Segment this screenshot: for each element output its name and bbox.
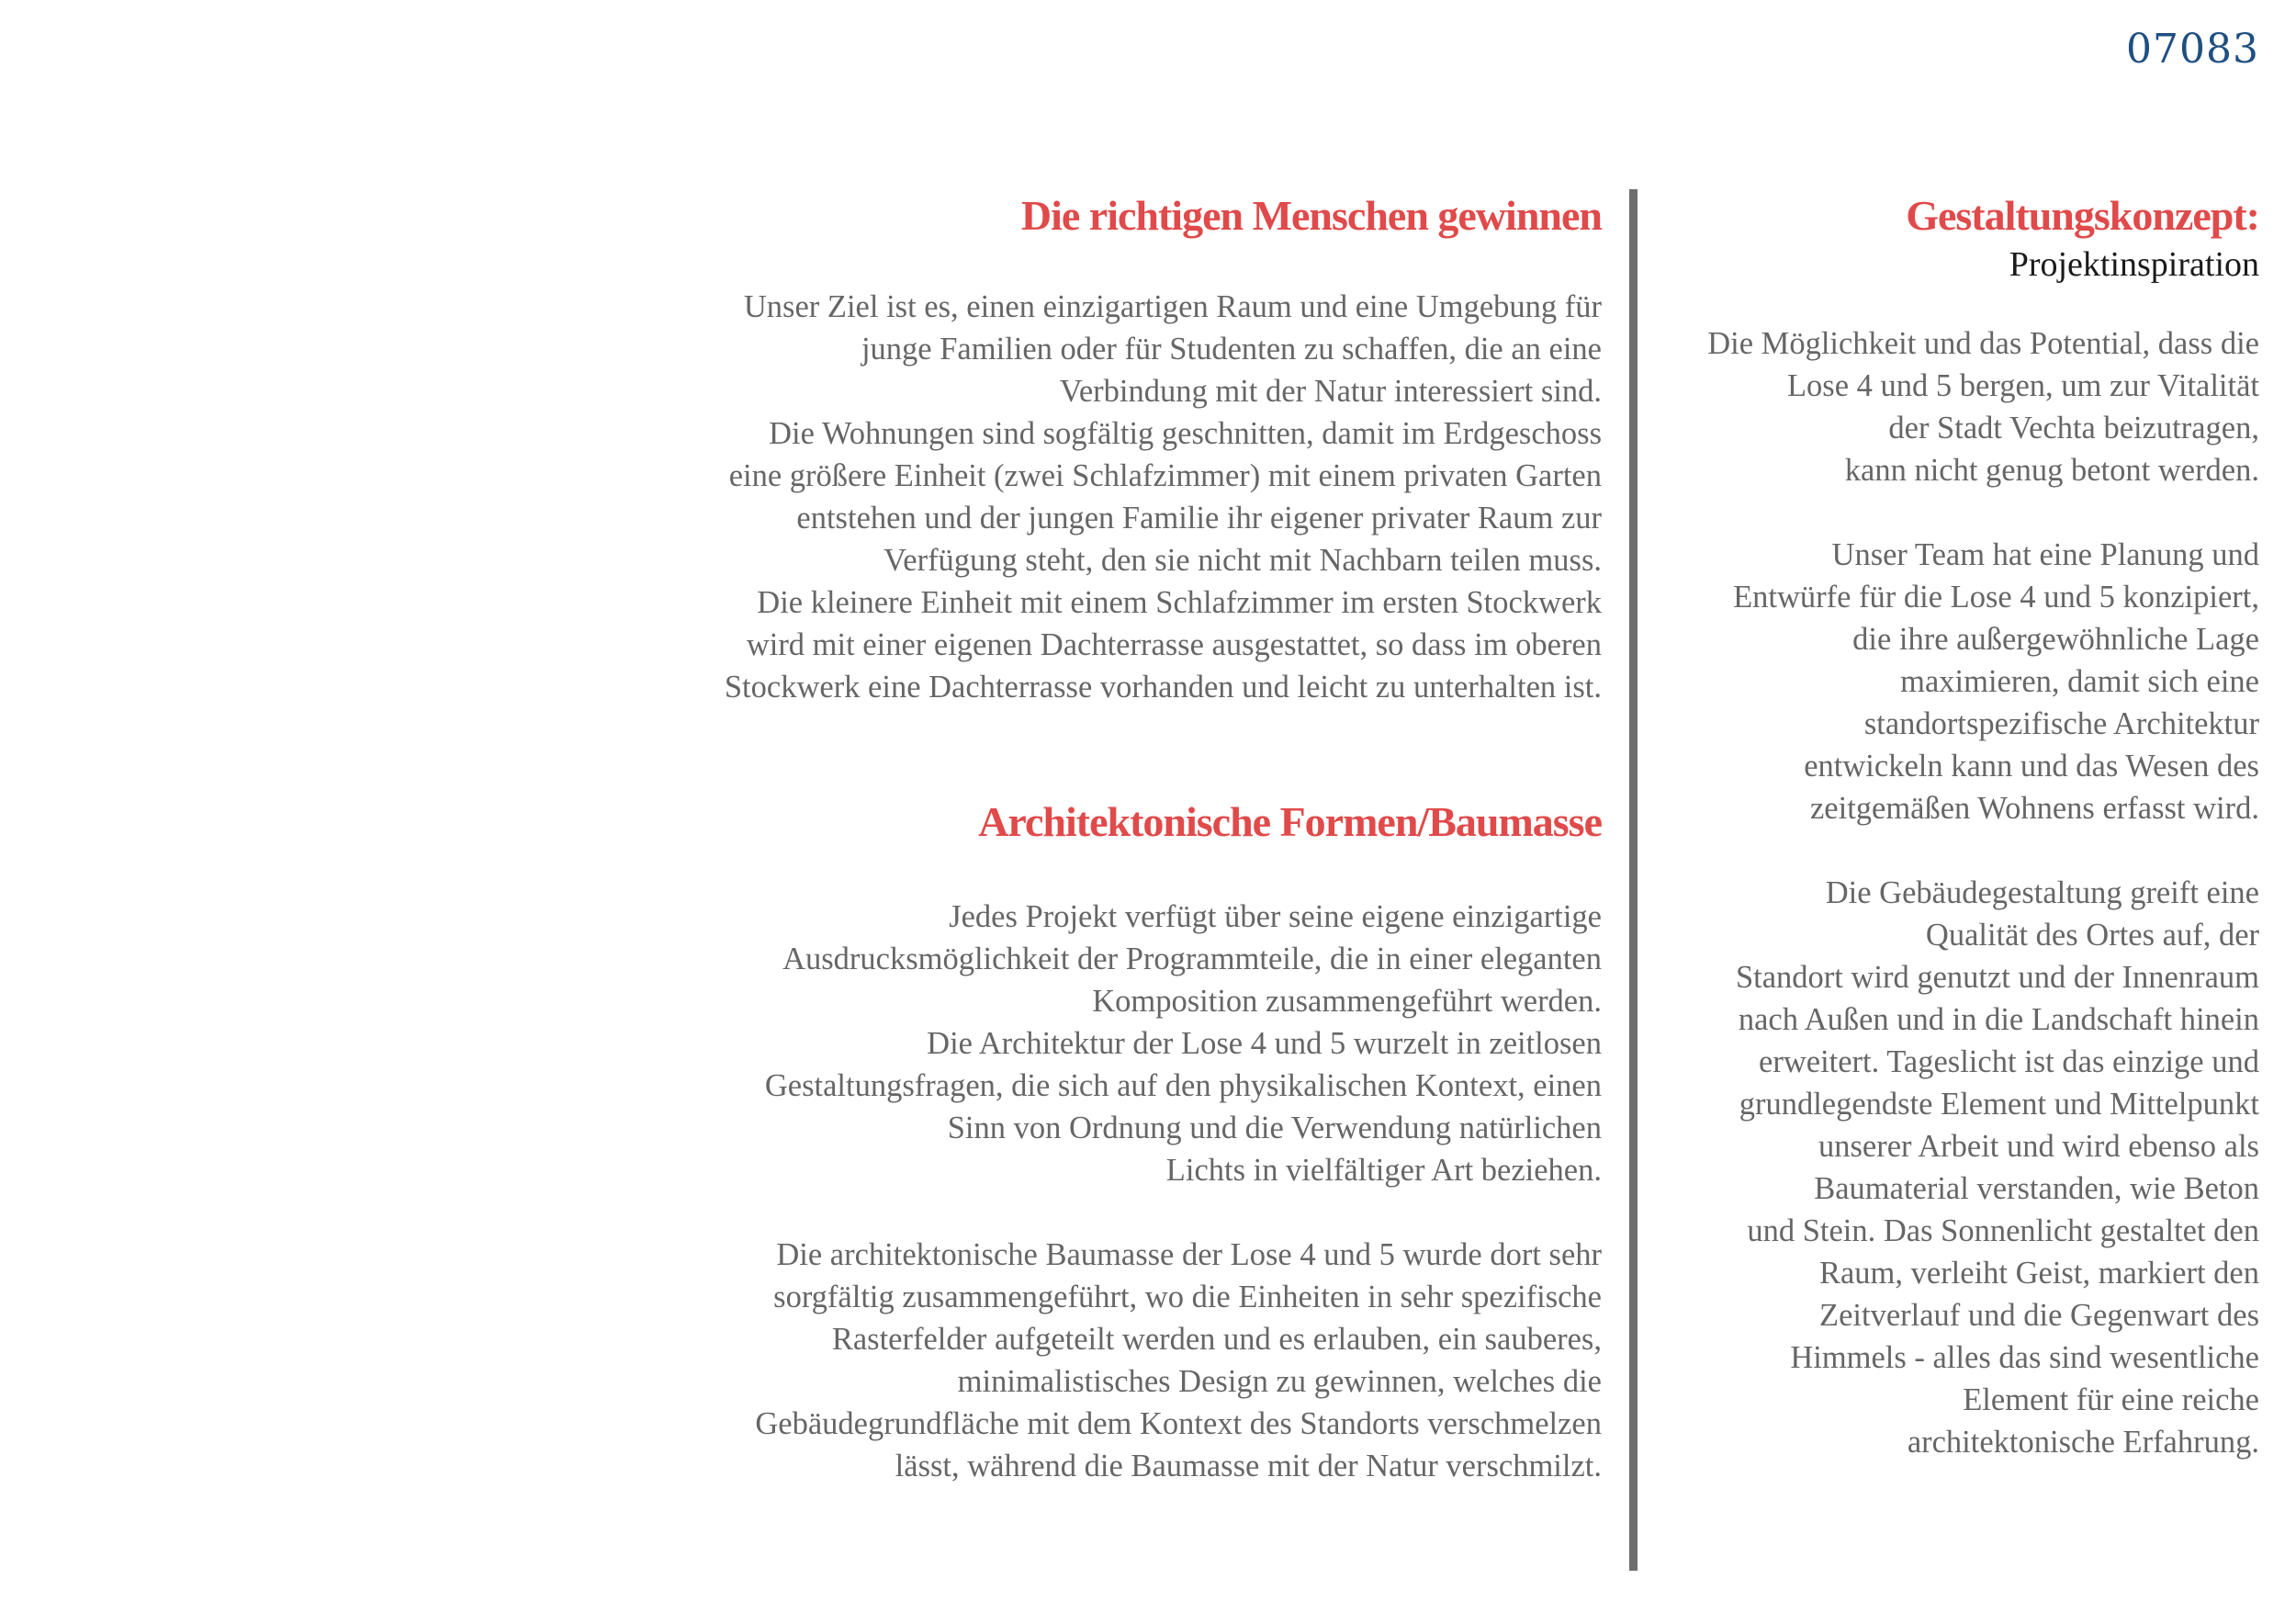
right-body-paragraph-3 [1635,872,2259,1463]
text-line: Die Gebäudegestaltung greift eine [1825,875,2259,910]
text-line: zeitgemäßen Wohnens erfasst wird. [1809,791,2259,826]
text-line: Raum, verleiht Geist, markiert den [1818,1256,2259,1291]
text-line: lässt, während die Baumasse mit der Natur verschmilzt. [895,1449,1602,1483]
text-line: junge Familien oder für Studenten zu schaffen, die an eine [861,332,1602,367]
text-line: unserer Arbeit und wird ebenso als [1818,1129,2259,1164]
text-line: maximieren, damit sich eine [1900,664,2259,699]
left-column [637,188,1602,1487]
section-subheading-projektinspiration: Projektinspiration [2009,245,2259,284]
text-line: entwickeln kann und das Wesen des [1804,749,2259,784]
text-line: erweitert. Tageslicht ist das einzige und [1759,1044,2259,1079]
text-line: Verbindung mit der Natur interessiert sind. [1059,374,1602,409]
section-heading-menschen: Die richtigen Menschen gewinnen [1020,192,1602,239]
text-line: Lichts in vielfältiger Art beziehen. [1165,1153,1602,1188]
text-line: kann nicht genug betont werden. [1844,453,2259,488]
text-line: Die Architektur der Lose 4 und 5 wurzelt in zeitlosen [927,1026,1602,1061]
text-line: Gestaltungsfragen, die sich auf den physikalischen Kontext, einen [764,1068,1602,1103]
text-line: Standort wird genutzt und der Innenraum [1735,960,2259,995]
right-body-paragraph-2 [1635,534,2259,829]
text-line: die ihre außergewöhnliche Lage [1852,622,2259,657]
text-line: Lose 4 und 5 bergen, um zur Vitalität [1786,368,2259,403]
text-line: wird mit einer eigenen Dachterrasse ausgestattet, so dass im oberen [746,627,1602,662]
text-line: eine größere Einheit (zwei Schlafzimmer) mit einem privaten Garten [728,458,1602,493]
text-line: nach Außen und in die Landschaft hinein [1738,1002,2259,1037]
text-line: grundlegendste Element und Mittelpunkt [1739,1087,2259,1122]
text-line: Entwürfe für die Lose 4 und 5 konzipiert, [1733,580,2259,615]
text-line: Element für eine reiche [1963,1382,2259,1417]
text-line: Rasterfelder aufgeteilt werden und es erlauben, ein sauberes, [831,1322,1602,1357]
text-line: der Stadt Vechta beizutragen, [1888,411,2259,445]
text-line: standortspezifische Architektur [1863,706,2259,741]
right-body-paragraph-1 [1635,322,2259,491]
page-number: 07083 [2126,26,2259,73]
text-line: Himmels - alles das sind wesentliche [1790,1340,2259,1375]
text-line: Die Möglichkeit und das Potential, dass die [1707,326,2259,361]
text-line: Baumaterial verstanden, wie Beton [1814,1171,2259,1206]
section-body-formen-1 [637,896,1602,1191]
text-line: architektonische Erfahrung. [1907,1425,2259,1460]
right-column [1635,188,2259,1463]
section-heading-gestaltungskonzept: Gestaltungskonzept: [1906,192,2259,239]
text-line: Jedes Projekt verfügt über seine eigene einzigartige [949,899,1602,934]
text-line: minimalistisches Design zu gewinnen, welches die [957,1364,1602,1399]
text-line: Unser Team hat eine Planung und [1831,537,2259,572]
text-line: Ausdrucksmöglichkeit der Programmteile, die in einer eleganten [782,942,1602,976]
text-line: Unser Ziel ist es, einen einzigartigen Raum und eine Umgebung für [743,289,1602,324]
text-line: Stockwerk eine Dachterrasse vorhanden und leicht zu unterhalten ist. [724,670,1602,705]
section-heading-formen: Architektonische Formen/Baumasse [978,798,1602,845]
text-line: Sinn von Ordnung und die Verwendung natürlichen [947,1111,1602,1145]
text-line: Zeitverlauf und die Gegenwart des [1819,1298,2259,1333]
text-line: Die Wohnungen sind sogfältig geschnitten, damit im Erdgeschoss [769,416,1602,451]
text-line: Gebäudegrundfläche mit dem Kontext des Standorts verschmelzen [755,1406,1602,1441]
text-line: Qualität des Ortes auf, der [1925,918,2259,953]
text-line: Verfügung steht, den sie nicht mit Nachbarn teilen muss. [884,543,1602,578]
text-line: Die kleinere Einheit mit einem Schlafzimmer im ersten Stockwerk [757,585,1602,620]
section-body-formen-2 [637,1234,1602,1487]
text-line: sorgfältig zusammengeführt, wo die Einheiten in sehr spezifische [773,1280,1602,1314]
text-line: und Stein. Das Sonnenlicht gestaltet den [1747,1213,2259,1248]
text-line: Die architektonische Baumasse der Lose 4 und 5 wurde dort sehr [776,1237,1602,1272]
text-line: Komposition zusammengeführt werden. [1092,984,1602,1019]
section-body-menschen [637,286,1602,708]
text-line: entstehen und der jungen Familie ihr eigener privater Raum zur [796,501,1602,536]
